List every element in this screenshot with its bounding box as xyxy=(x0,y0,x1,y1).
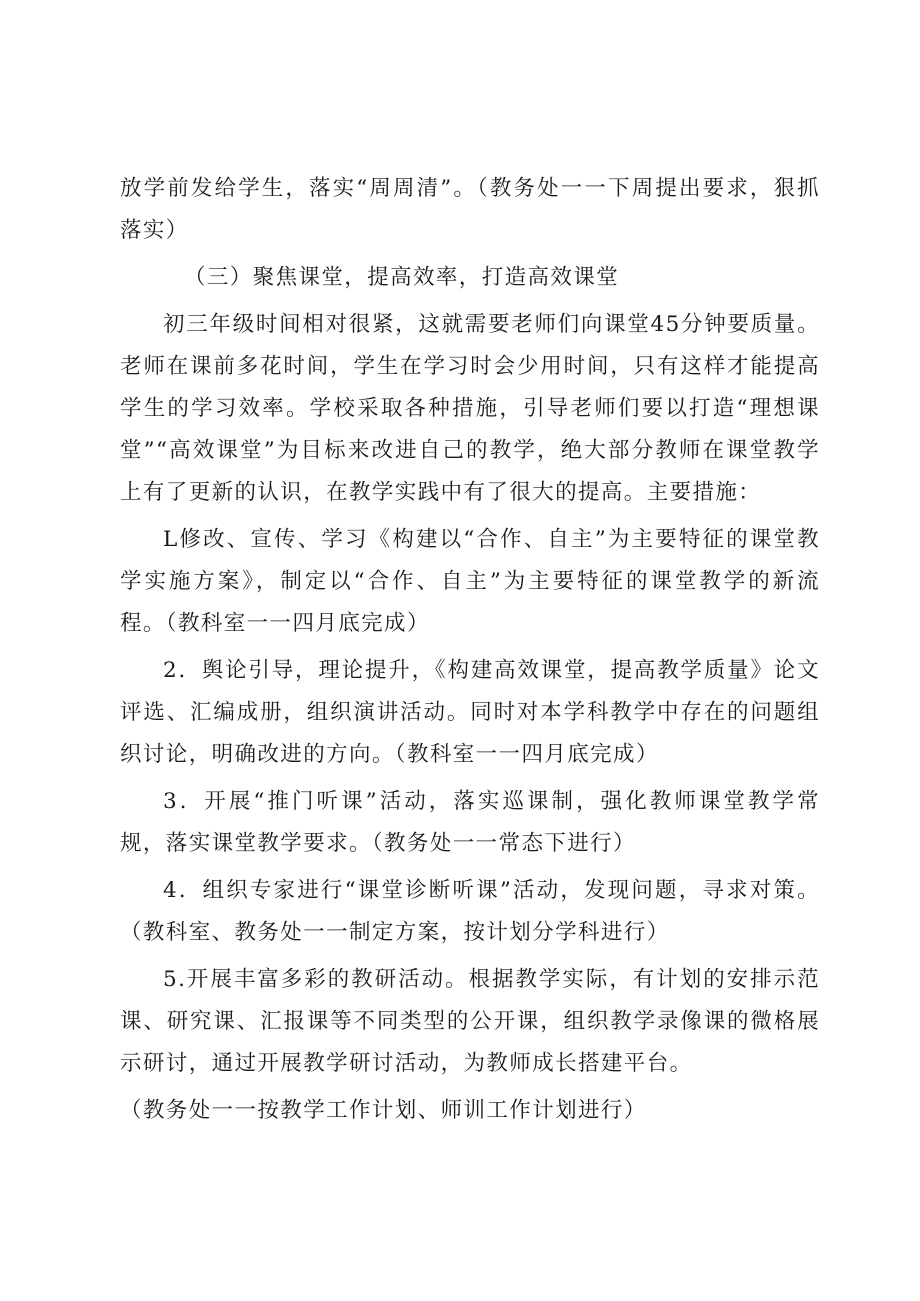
list-item-5-note: （教务处一一按教学工作计划、师训工作计划进行） xyxy=(120,1098,647,1123)
list-item-4: 4．组织专家进行“课堂诊断听课”活动，发现问题，寻求对策。（教科室、教务处一一制定方案，按计划分学科进行） xyxy=(120,878,820,945)
list-item-3: 3．开展“推门听课”活动，落实巡课制，强化教师课堂教学常规，落实课堂教学要求。（教务处一一常态下进行） xyxy=(120,789,820,856)
list-item-5: 5.开展丰富多彩的教研活动。根据教学实际，有计划的安排示范课、研究课、汇报课等不同类型的公开课，组织教学录像课的微格展示研讨，通过开展教学研讨活动，为教师成长搭建平台。 xyxy=(120,967,820,1076)
paragraph-continuation: 放学前发给学生，落实“周周清”。（教务处一一下周提出要求，狠抓落实） xyxy=(120,176,820,243)
list-item-1: L修改、宣传、学习《构建以“合作、自主”为主要特征的课堂教学实施方案》，制定以“合作、自主”为主要特征的课堂教学的新流程。（教科室一一四月底完成） xyxy=(120,527,820,636)
document-body xyxy=(120,168,820,1132)
paragraph-intro: 初三年级时间相对很紧，这就需要老师们向课堂45分钟要质量。老师在课前多花时间，学生在学习时会少用时间，只有这样才能提高学生的学习效率。学校采取各种措施，引导老师们要以打造“理想课堂”“高效课堂”为目标来改进自己的教学，绝大部分教师在课堂教学上有了更新的认识，在教学实践中有了很大的提高。主要措施： xyxy=(120,312,820,505)
list-item-2: 2．舆论引导，理论提升，《构建高效课堂，提高教学质量》论文评选、汇编成册，组织演讲活动。同时对本学科教学中存在的问题组织讨论，明确改进的方向。（教科室一一四月底完成） xyxy=(120,658,820,767)
section-heading: （三）聚焦课堂，提高效率，打造高效课堂 xyxy=(184,265,620,290)
